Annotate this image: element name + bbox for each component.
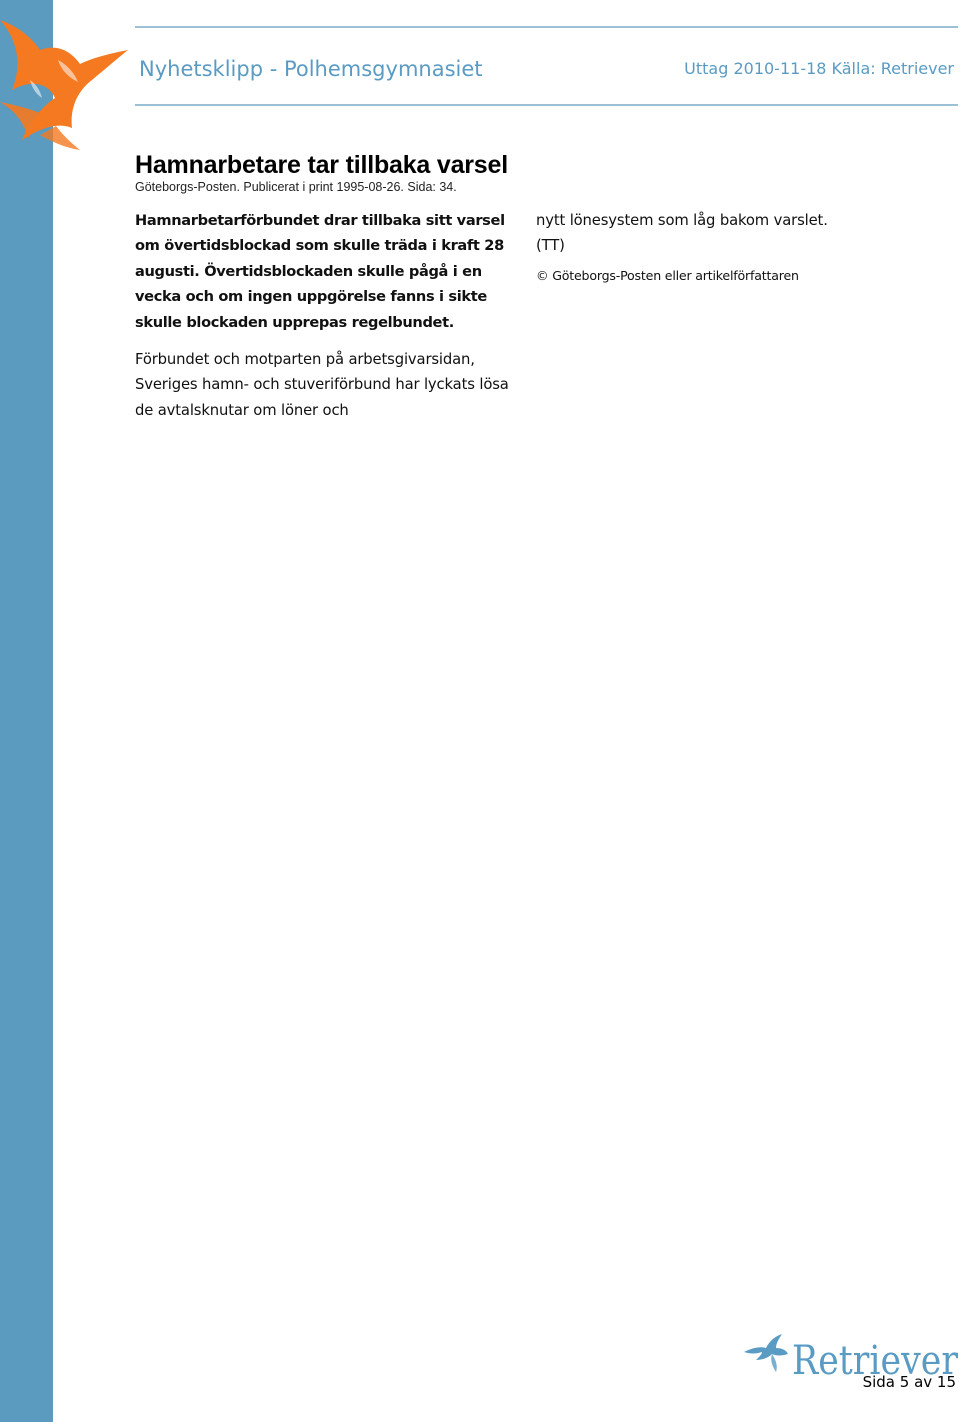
header-top-rule — [135, 26, 958, 28]
header-source: Uttag 2010-11-18 Källa: Retriever — [684, 59, 954, 78]
header-title: Nyhetsklipp - Polhemsgymnasiet — [139, 57, 483, 81]
brand-wordmark: Retriever — [792, 1338, 959, 1382]
article-lead: Hamnarbetarförbundet drar tillbaka sitt varsel om övertidsblockad som skulle träda i kraft 28 augusti. Övertidsblockaden skulle pågå i en vecka och om ingen uppgörelse fanns i sikte skulle blockaden upprepas regelbundet. — [135, 212, 505, 331]
copyright-notice: © Göteborgs-Posten eller artikelförfattaren — [536, 267, 799, 283]
header-bottom-rule — [135, 104, 958, 106]
article-column-right — [536, 208, 836, 283]
left-sidebar-band — [0, 0, 53, 1422]
article-continuation: nytt lönesystem som låg bakom varslet. (TT) — [536, 212, 828, 255]
page-number: Sida 5 av 15 — [862, 1373, 956, 1391]
orange-fish-icon — [0, 10, 130, 155]
article-column-left — [135, 208, 515, 423]
article-body: Förbundet och motparten på arbetsgivarsidan, Sveriges hamn- och stuveriförbund har lyckats lösa de avtalsknutar om löner och — [135, 351, 509, 419]
article-title: Hamnarbetare tar tillbaka varsel — [135, 151, 508, 179]
article-meta: Göteborgs-Posten. Publicerat i print 1995-08-26. Sida: 34. — [135, 180, 457, 194]
